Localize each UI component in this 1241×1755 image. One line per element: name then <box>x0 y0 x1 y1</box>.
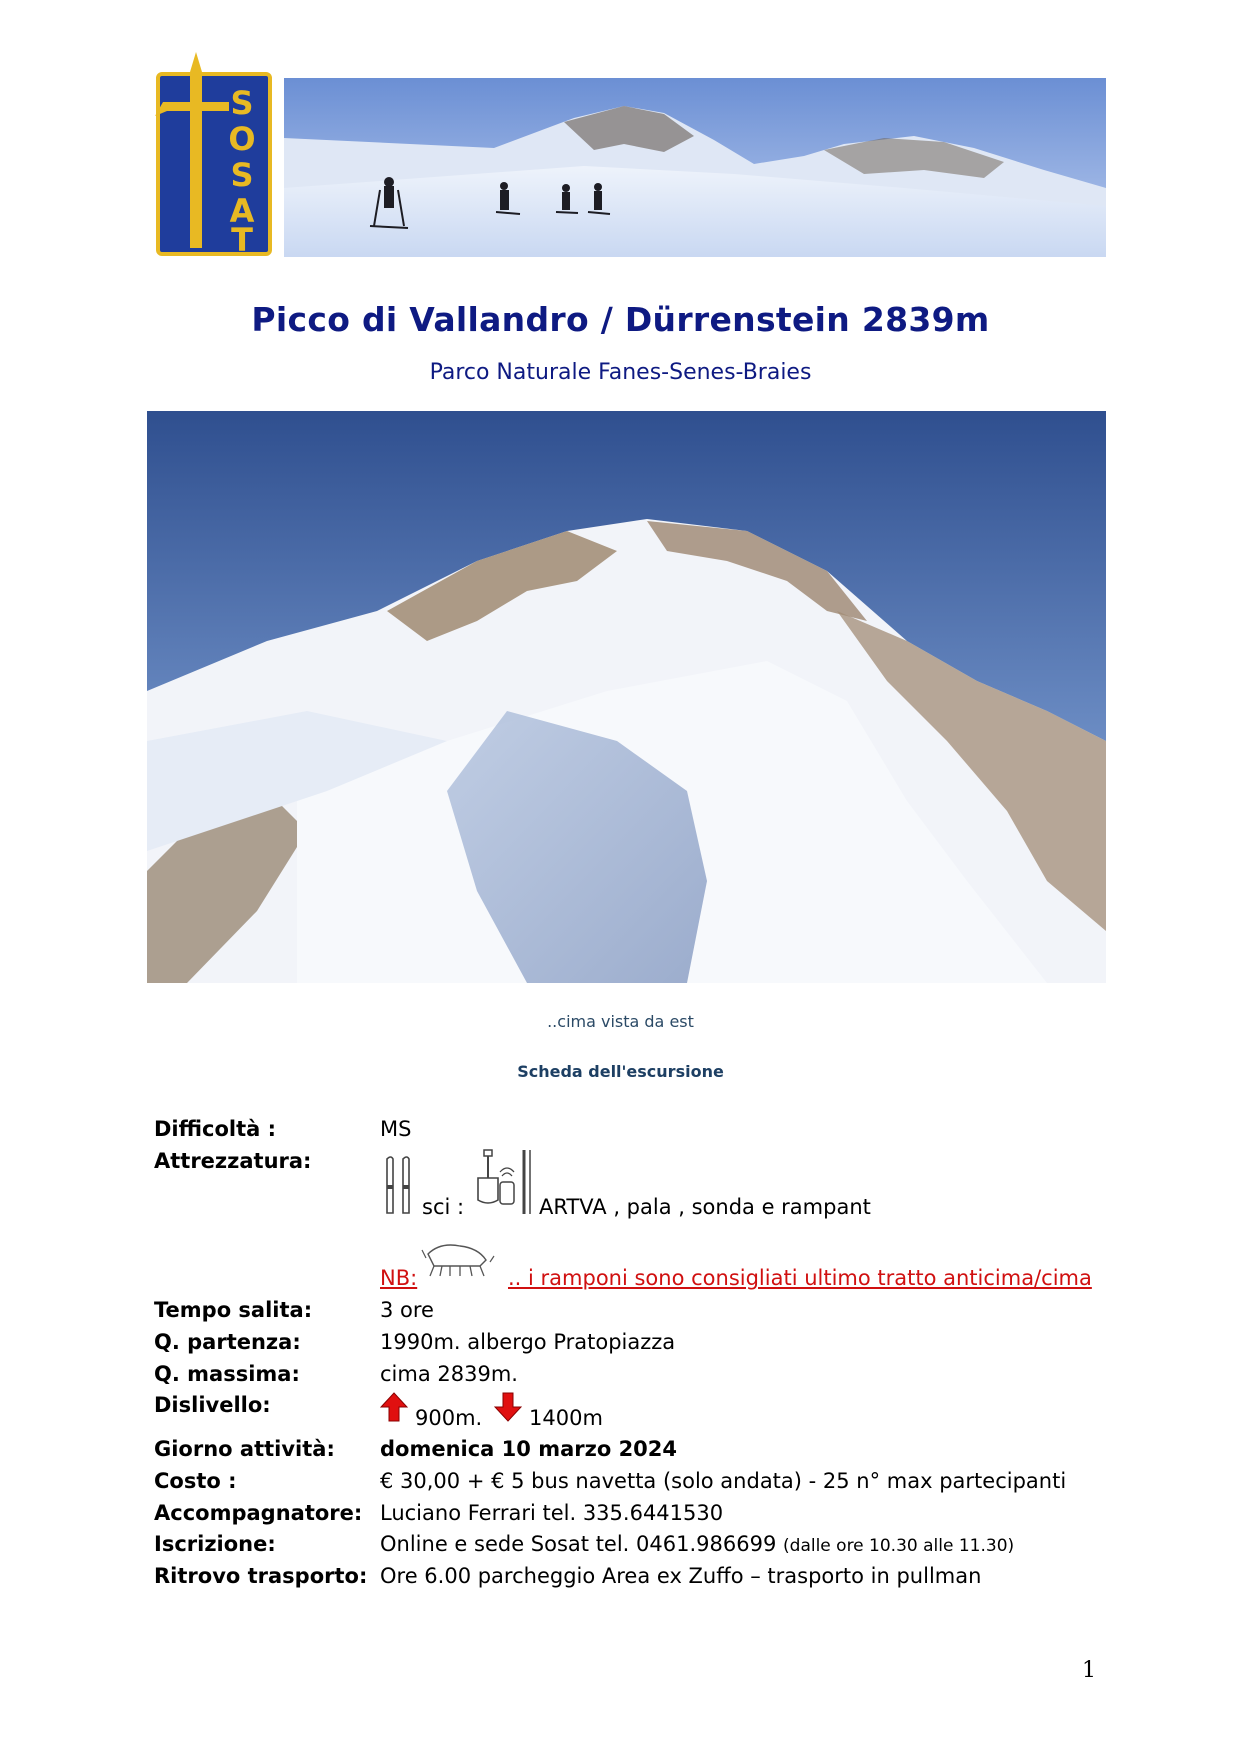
guide-value: Luciano Ferrari tel. 335.6441530 <box>380 1501 724 1525</box>
gear-text: ARTVA , pala , sonda e rampant <box>539 1195 871 1219</box>
nb-label: NB: <box>380 1266 418 1290</box>
start-altitude-value: 1990m. albergo Pratopiazza <box>380 1330 676 1354</box>
svg-text:T: T <box>231 221 253 258</box>
photo-caption: ..cima vista da est <box>547 1012 694 1031</box>
arrow-down-icon <box>494 1392 522 1422</box>
elevation-down-value: 1400m <box>529 1406 603 1430</box>
meeting-label: Ritrovo trasporto: <box>154 1564 368 1588</box>
difficulty-value: MS <box>380 1117 412 1141</box>
registration-value <box>380 1532 1014 1556</box>
svg-text:S: S <box>230 156 254 194</box>
crampon-icon <box>420 1238 496 1282</box>
difficulty-label: Difficoltà : <box>154 1117 277 1141</box>
start-altitude-label: Q. partenza: <box>154 1330 301 1354</box>
sosat-logo <box>155 52 273 258</box>
equipment-label: Attrezzatura: <box>154 1149 312 1173</box>
arrow-up-icon <box>380 1392 408 1422</box>
date-value: domenica 10 marzo 2024 <box>380 1437 678 1461</box>
sheet-title: Scheda dell'escursione <box>517 1062 724 1081</box>
header-banner-photo <box>284 78 1106 257</box>
elevation-up-value: 900m. <box>415 1406 483 1430</box>
svg-text:A: A <box>229 192 255 230</box>
avalanche-gear-icon <box>474 1148 536 1216</box>
elevation-label: Dislivello: <box>154 1393 271 1417</box>
page-subtitle: Parco Naturale Fanes-Senes-Braies <box>429 360 812 385</box>
registration-note: (dalle ore 10.30 alle 11.30) <box>783 1536 1015 1556</box>
page-number: 1 <box>1082 1658 1096 1683</box>
max-altitude-label: Q. massima: <box>154 1362 300 1386</box>
max-altitude-value: cima 2839m. <box>380 1362 518 1386</box>
meeting-value: Ore 6.00 parcheggio Area ex Zuffo – trasporto in pullman <box>380 1564 982 1588</box>
summit-photo <box>147 411 1106 983</box>
svg-text:O: O <box>228 120 256 158</box>
ski-icon <box>383 1155 415 1217</box>
svg-text:S: S <box>230 84 254 122</box>
registration-label: Iscrizione: <box>154 1532 276 1556</box>
page-title: Picco di Vallandro / Dürrenstein 2839m <box>251 300 990 339</box>
ascent-time-label: Tempo salita: <box>154 1298 313 1322</box>
nb-text: .. i ramponi sono consigliati ultimo tratto anticima/cima <box>508 1266 1092 1290</box>
guide-label: Accompagnatore: <box>154 1501 363 1525</box>
date-label: Giorno attività: <box>154 1437 335 1461</box>
ski-text: sci : <box>422 1195 465 1219</box>
registration-text: Online e sede Sosat tel. 0461.986699 <box>380 1532 777 1556</box>
cost-label: Costo : <box>154 1469 237 1493</box>
ascent-time-value: 3 ore <box>380 1298 434 1322</box>
cost-value: € 30,00 + € 5 bus navetta (solo andata) - 25 n° max partecipanti <box>380 1469 1067 1493</box>
